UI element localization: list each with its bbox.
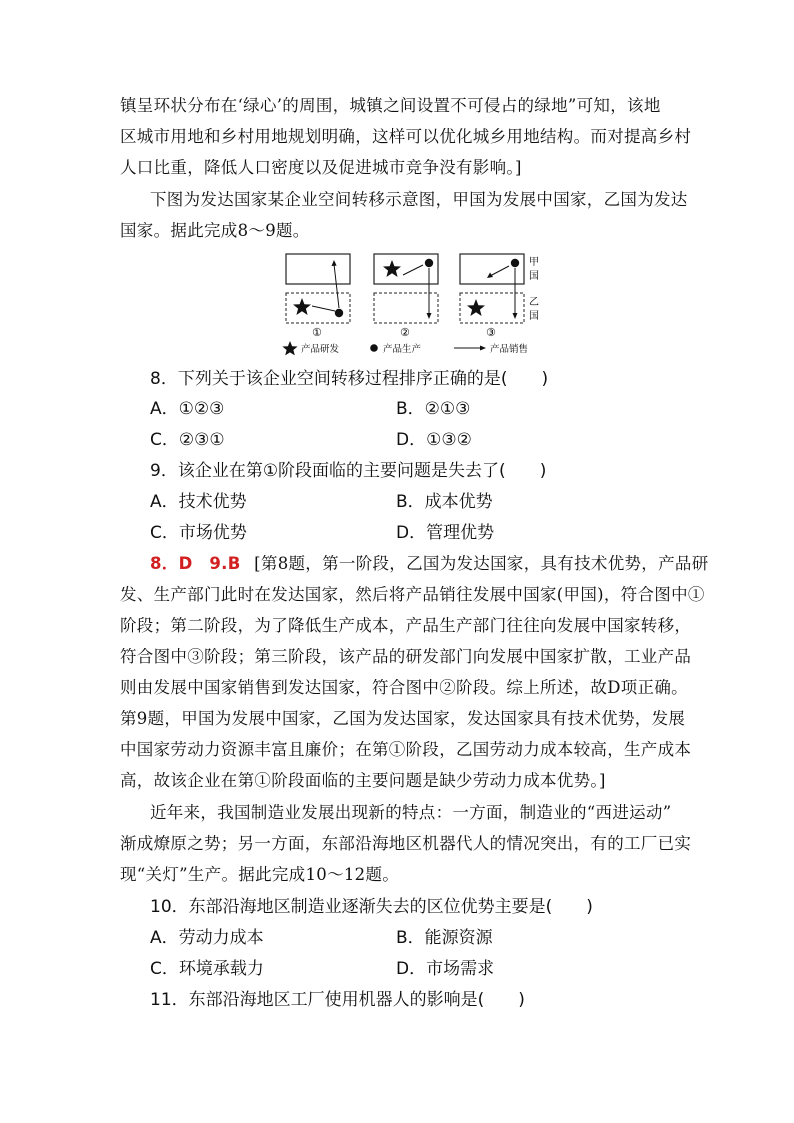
arrowhead-icon	[513, 313, 518, 319]
question-8-option-a[interactable]: A．①②③	[150, 399, 225, 419]
question-9-stem: 9．该企业在第①阶段面临的主要问题是失去了( )	[150, 461, 547, 481]
stage3-jia-box	[460, 254, 524, 284]
arrow-line	[312, 306, 335, 311]
question-8-stem: 8．下列关于该企业空间转移过程排序正确的是( )	[150, 369, 549, 389]
explanation-line: 中国家劳动力资源丰富且廉价；在第①阶段，乙国劳动力成本较高，生产成本	[120, 740, 692, 759]
legend-dot-icon	[370, 344, 378, 352]
star-icon	[293, 298, 311, 315]
legend-arrowhead-icon	[480, 346, 486, 351]
dot-icon	[425, 259, 433, 267]
stage2-yi-box	[374, 293, 438, 323]
star-icon	[467, 299, 485, 316]
stage3-yi-box	[460, 293, 524, 323]
arrow-line	[334, 264, 339, 308]
explanation-line: 阶段；第二阶段，为了降低生产成本，产品生产部门往往向发展中国家转移，	[120, 616, 692, 635]
legend-production-label: 产品生产	[383, 344, 422, 355]
legend-research-label: 产品研发	[301, 344, 340, 355]
question-10-option-c[interactable]: C．环境承载力	[150, 959, 264, 979]
question-9-option-b[interactable]: B．成本优势	[396, 492, 493, 512]
legend-star-icon	[282, 341, 297, 355]
answer-line	[150, 553, 709, 575]
answer-key: 8．D 9.B	[150, 554, 241, 573]
explanation-line: 镇呈环状分布在‘绿心’的周围，城镇之间设置不可侵占的绿地”可知，该地	[120, 96, 661, 115]
explanation-line: 人口比重，降低人口密度以及促进城市竞争没有影响。]	[120, 158, 522, 177]
question-11-stem: 11．东部沿海地区工厂使用机器人的影响是( )	[150, 990, 525, 1010]
explanation-line: 区城市用地和乡村用地规划明确，这样可以优化城乡用地结构。而对提高乡村	[120, 127, 692, 146]
dot-icon	[511, 259, 519, 267]
question-9-option-a[interactable]: A．技术优势	[150, 492, 247, 512]
label-jia: 甲	[529, 257, 539, 268]
stage2-label: ②	[400, 326, 410, 339]
stage1-yi-box	[286, 293, 350, 323]
label-yi: 乙	[529, 297, 539, 308]
question-9-option-c[interactable]: C．市场优势	[150, 523, 247, 543]
label-guo: 国	[529, 271, 539, 282]
question-10-option-d[interactable]: D．市场需求	[396, 959, 495, 979]
arrowhead-icon	[332, 260, 337, 266]
dot-icon	[335, 309, 343, 317]
passage-line: 近年来，我国制造业发展出现新的特点：一方面，制造业的“西进运动”	[150, 803, 672, 822]
question-8-option-c[interactable]: C．②③①	[150, 430, 225, 450]
explanation-line: 则由发展中国家销售到发达国家，符合图中②阶段。综上所述，故D项正确。	[120, 678, 688, 697]
explanation-line: 第9题，甲国为发展中国家，乙国为发达国家，发达国家具有技术优势，发展	[120, 709, 686, 728]
passage-line: 渐成燎原之势；另一方面，东部沿海地区机器代人的情况突出，有的工厂已实	[120, 834, 692, 853]
explanation-line: 发、生产部门此时在发达国家，然后将产品销往发展中国家(甲国)，符合图中①	[120, 585, 705, 604]
stage2-jia-box	[374, 254, 438, 284]
question-9-option-d[interactable]: D．管理优势	[396, 523, 495, 543]
question-10-option-b[interactable]: B．能源资源	[396, 928, 493, 948]
explanation-text: [第8题，第一阶段，乙国为发达国家，具有技术优势，产品研	[254, 554, 709, 573]
stage1-jia-box	[286, 254, 350, 284]
stage1-label: ①	[312, 326, 322, 339]
arrowhead-icon	[427, 313, 432, 319]
question-8-option-d[interactable]: D．①③②	[396, 430, 472, 450]
passage-line: 国家。据此完成8～9题。	[120, 221, 310, 240]
explanation-line: 符合图中③阶段；第三阶段，该产品的研发部门向发展中国家扩散，工业产品	[120, 647, 692, 666]
question-10-option-a[interactable]: A．劳动力成本	[150, 928, 264, 948]
question-10-stem: 10．东部沿海地区制造业逐渐失去的区位优势主要是( )	[150, 897, 593, 917]
enterprise-transfer-diagram	[282, 250, 552, 360]
stage3-label: ③	[486, 326, 496, 339]
passage-line: 现“关灯”生产。据此完成10～12题。	[120, 865, 400, 884]
question-8-option-b[interactable]: B．②①③	[396, 399, 471, 419]
passage-line: 下图为发达国家某企业空间转移示意图，甲国为发展中国家，乙国为发达	[150, 190, 688, 209]
label-guo: 国	[529, 311, 539, 322]
explanation-line: 高，故该企业在第①阶段面临的主要问题是缺少劳动力成本优势。]	[120, 771, 606, 790]
legend-sales-label: 产品销售	[490, 344, 529, 355]
